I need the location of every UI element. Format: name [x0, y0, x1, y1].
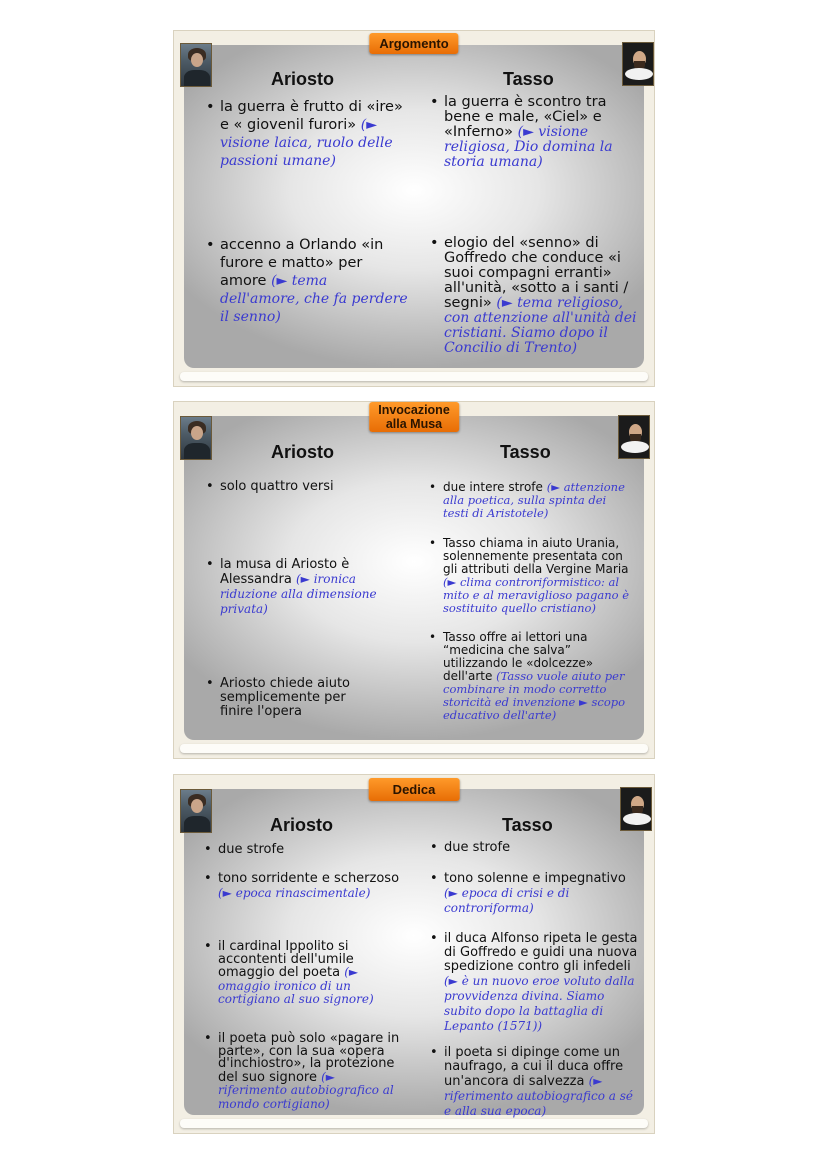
- slide-footer-bar: [180, 1119, 648, 1128]
- tasso-heading: Tasso: [500, 442, 551, 462]
- item-text: il poeta può solo «pagare in parte», con la sua «opera d'inchiostro», la protezione del suo signore: [218, 1031, 400, 1085]
- item-note: (► visione religiosa, Dio domina la storia umana): [444, 124, 613, 170]
- list-item: [220, 558, 410, 617]
- item-text: la musa di Ariosto è Alessandra: [220, 557, 350, 587]
- item-note: (Tasso vuole aiuto per combinare in modo corretto storicità ed invenzione ► scopo educativo dell'arte): [443, 669, 626, 722]
- ariosto-portrait: [180, 789, 212, 833]
- item-text: Tasso offre ai lettori una “medicina che salva” utilizzando le «dolcezze» dell'arte: [443, 630, 594, 683]
- ariosto-portrait: [180, 416, 212, 460]
- tasso-heading: Tasso: [503, 69, 554, 89]
- list-item: [444, 236, 644, 356]
- item-note: (► attenzione alla poetica, sulla spinta dei testi di Aristotele): [443, 480, 625, 520]
- list-item: [444, 95, 642, 170]
- item-note: (► epoca di crisi e di controriforma): [444, 886, 570, 915]
- item-text: due strofe: [444, 840, 511, 855]
- list-item: [220, 677, 380, 719]
- item-text: tono sorridente e scherzoso: [218, 871, 400, 886]
- tasso-portrait: [618, 415, 650, 459]
- ariosto-heading: Ariosto: [271, 69, 334, 89]
- item-note: (► clima controriformistico: al mito e al meraviglioso pagano è sostituito quello cristiano): [443, 575, 630, 615]
- list-item: [444, 872, 639, 916]
- list-item: [444, 932, 642, 1034]
- list-item: [218, 941, 393, 1007]
- item-note: (► omaggio ironico di un cortigiano al suo signore): [218, 965, 374, 1006]
- list-item: [218, 1033, 403, 1111]
- tasso-heading: Tasso: [502, 815, 553, 835]
- item-text: la guerra è scontro tra bene e male, «Ciel» e «Inferno»: [444, 94, 607, 140]
- list-item: [220, 480, 410, 494]
- slide-footer-bar: [180, 744, 648, 753]
- item-note: (► è un nuovo eroe voluto dalla provvidenza divina. Siamo subito dopo la battaglia di Lepanto (1571)): [444, 974, 635, 1033]
- item-text: il duca Alfonso ripeta le gesta di Goffredo e guidi una nuova spedizione contro gli infedeli: [444, 931, 638, 974]
- item-text: il poeta si dipinge come un naufrago, a cui il duca offre un'ancora di salvezza: [444, 1045, 624, 1089]
- list-item: [444, 1046, 639, 1119]
- tasso-portrait: [620, 787, 652, 831]
- item-text: Tasso chiama in aiuto Urania, solennemente presentata con gli attributi della Vergine Maria: [443, 536, 629, 576]
- item-note: (► visione laica, ruolo delle passioni umane): [220, 117, 393, 169]
- slide-argomento: [173, 30, 655, 387]
- slide-dedica: [173, 774, 655, 1134]
- tasso-portrait: [622, 42, 654, 86]
- item-text: la guerra è frutto di «ire» e « giovenil furori»: [220, 99, 403, 133]
- list-item: [218, 872, 408, 901]
- item-text: solo quattro versi: [220, 479, 334, 494]
- item-note: (► epoca rinascimentale): [218, 886, 371, 900]
- item-text: accenno a Orlando «in furore e matto» per amore: [220, 237, 384, 289]
- list-item: [220, 236, 410, 326]
- item-text: Ariosto chiede aiuto semplicemente per finire l'opera: [220, 676, 351, 719]
- item-text: due strofe: [218, 842, 285, 857]
- ariosto-heading: Ariosto: [271, 442, 334, 462]
- list-item: [443, 537, 635, 615]
- list-item: [444, 841, 634, 855]
- slide-footer-bar: [180, 372, 648, 381]
- list-item: [443, 481, 633, 520]
- item-text: due intere strofe: [443, 480, 543, 494]
- ariosto-heading: Ariosto: [270, 815, 333, 835]
- slide-invocazione: [173, 401, 655, 759]
- item-text: il cardinal Ippolito si accontenti dell'umile omaggio del poeta: [218, 939, 354, 980]
- item-note: (► riferimento autobiografico al mondo cortigiano): [218, 1069, 394, 1111]
- slide-tag: Argomento: [369, 33, 458, 54]
- item-note: (► tema religioso, con attenzione all'unità dei cristiani. Siamo dopo il Concilio di Trento): [444, 295, 637, 356]
- list-item: [220, 98, 410, 170]
- item-note: (► riferimento autobiografico a sé e alla sua epoca): [444, 1074, 633, 1118]
- list-item: [218, 843, 408, 857]
- slide-tag: [369, 402, 459, 432]
- tag-line: Invocazione: [378, 403, 450, 417]
- item-note: (► ironica riduzione alla dimensione privata): [220, 572, 377, 616]
- tag-line: alla Musa: [385, 417, 443, 431]
- item-note: (► tema dell'amore, che fa perdere il senno): [220, 273, 408, 325]
- ariosto-portrait: [180, 43, 212, 87]
- slide-tag: Dedica: [369, 778, 460, 801]
- item-text: tono solenne e impegnativo: [444, 871, 626, 886]
- list-item: [443, 631, 628, 722]
- item-text: elogio del «senno» di Goffredo che conduce «i suoi compagni erranti» all'unità, «sotto a i santi / segni»: [444, 235, 629, 311]
